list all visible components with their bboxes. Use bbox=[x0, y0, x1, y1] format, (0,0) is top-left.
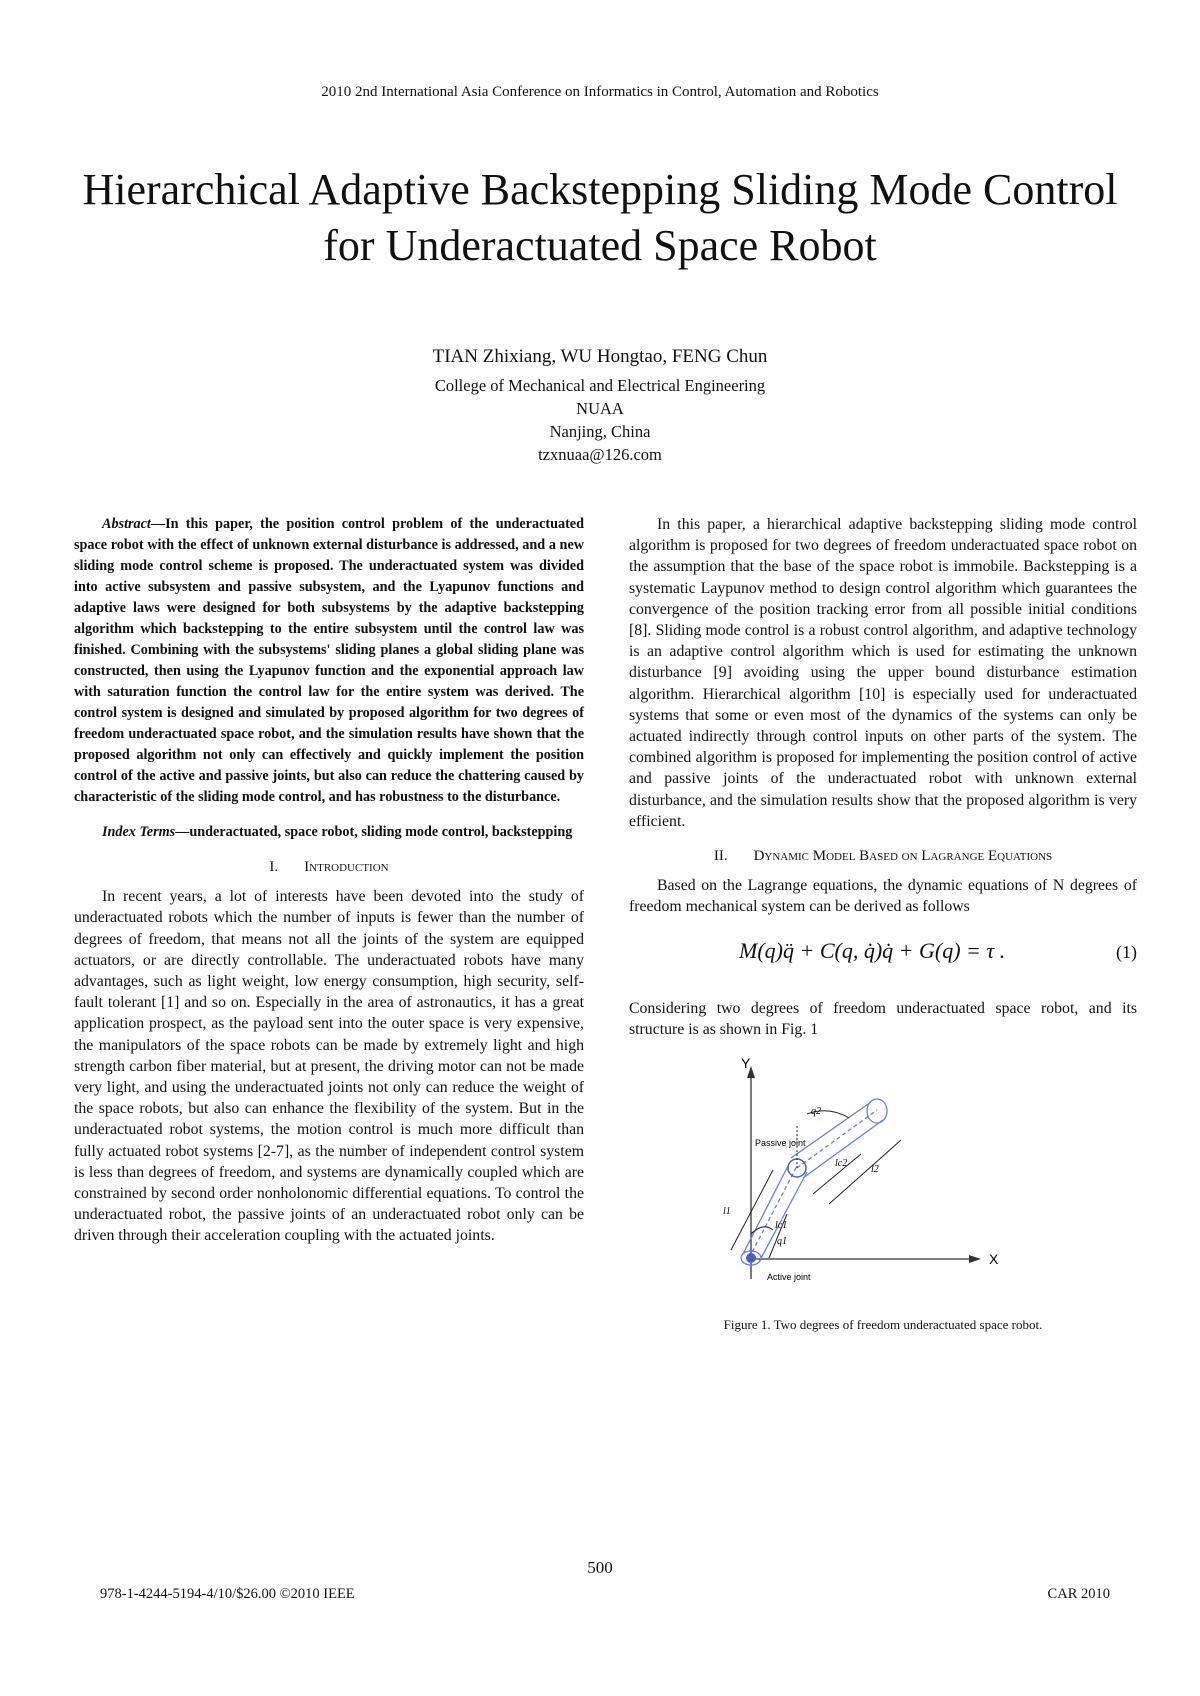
after-equation-paragraph: Considering two degrees of freedom underactuated space robot, and its structure is as shown in Fig. 1 bbox=[629, 999, 1137, 1038]
affiliation-department: College of Mechanical and Electrical Engineering bbox=[434, 376, 766, 395]
robot-diagram bbox=[711, 1054, 1011, 1294]
page-number: 500 bbox=[587, 1558, 613, 1577]
section-title: Dynamic Model Based on Lagrange Equations bbox=[753, 848, 1053, 865]
left-column bbox=[74, 514, 584, 1247]
section-heading-dynamic-model bbox=[629, 846, 1137, 867]
passive-joint-label: Passive joint bbox=[755, 1138, 806, 1149]
abstract bbox=[74, 514, 584, 808]
x-axis-arrow bbox=[969, 1255, 981, 1263]
abstract-lead: Abstract bbox=[102, 516, 151, 532]
l2-label: l2 bbox=[871, 1164, 879, 1176]
section-number: II. bbox=[713, 848, 728, 865]
equation-text: M(q)q̈ + C(q, q̇)q̇ + G(q) = τ . bbox=[739, 937, 1006, 963]
active-joint-label: Active joint bbox=[767, 1272, 811, 1283]
section-number: I. bbox=[269, 859, 279, 875]
equation-1 bbox=[629, 930, 1137, 984]
author-email[interactable]: tzxnuaa@126.com bbox=[538, 445, 662, 464]
figure-1 bbox=[629, 1054, 1137, 1324]
affiliation-university: NUAA bbox=[576, 399, 624, 418]
index-terms-text: —underactuated, space robot, sliding mode control, backstepping bbox=[175, 824, 573, 840]
l1-label: l1 bbox=[723, 1206, 731, 1218]
right-column bbox=[629, 514, 1137, 1335]
dimension-lines bbox=[731, 1111, 901, 1258]
index-terms-lead: Index Terms bbox=[102, 824, 176, 840]
conference-header: 2010 2nd International Asia Conference on Informatics in Control, Automation and Robotics bbox=[321, 84, 879, 100]
affiliation bbox=[0, 374, 1200, 466]
index-terms bbox=[74, 822, 584, 843]
section-heading-introduction bbox=[74, 857, 584, 878]
lc1-label: lc1 bbox=[775, 1220, 788, 1232]
y-axis-label: Y bbox=[741, 1055, 751, 1072]
abstract-text: —In this paper, the position control problem of the underactuated space robot with the effect of unknown external disturbance is addressed, and a new sliding mode control scheme is proposed. The underactuated system was divided into active subsystem and passive subsystem, and the Lyapunov functions and adaptive laws were designed for both subsystems by the adaptive backstepping algorithm which backstepping to the entire subsystem until the control law was finished. Combining with the subsystems' sliding planes a global sliding plane was constructed, then using the Lyapunov function and the exponential approach law with saturation function the control law for the entire system was derived. The control system is designed and simulated by proposed algorithm for two degrees of freedom underactuated space robot, and the simulation results have shown that the proposed algorithm not only can effectively and quickly implement the position control of the active and passive joints, but also can reduce the chattering caused by characteristic of the sliding mode control, and has robustness to the disturbance. bbox=[74, 516, 584, 805]
footer-conference: CAR 2010 bbox=[1047, 1586, 1110, 1602]
section2-paragraph: Based on the Lagrange equations, the dynamic equations of N degrees of freedom mechanical system can be derived as follows bbox=[629, 877, 1137, 916]
lc2-label: lc2 bbox=[835, 1158, 848, 1170]
section-title: Introduction bbox=[304, 859, 389, 875]
paper-title: Hierarchical Adaptive Backstepping Sliding Mode Control for Underactuated Space Robot bbox=[82, 165, 1118, 270]
author-list: TIAN Zhixiang, WU Hongtao, FENG Chun bbox=[432, 346, 768, 367]
active-joint-marker bbox=[746, 1253, 756, 1263]
q2-label: q2 bbox=[811, 1106, 821, 1118]
x-axis-label: X bbox=[989, 1251, 999, 1268]
introduction-paragraph: In recent years, a lot of interests have been devoted into the study of underactuated robots which the number of inputs is fewer than the number of degrees of freedom, that means not all the joints of the system are equipped actuators, or are directly controllable. The underactuated robots have many advantages, such as light weight, low energy consumption, high security, self-fault tolerant [1] and so on. Especially in the area of astronautics, it has a great application prospect, as the payload sent into the outer space is very expensive, the manipulators of the space robots can be made by extremely light and high strength carbon fiber material, but at present, the driving motor can not be made very light, and using the underactuated joints not only can reduce the weight of the space robots, but also can enhance the flexibility of the system. But in the underactuated robot systems, the motion control is much more difficult than fully actuated robot systems [2-7], as the number of independent control system is less than degrees of freedom, and systems are dynamically coupled which are constrained by second order nonholonomic differential equations. To control the underactuated robot, the passive joints of an underactuated robot only can be driven through their acceleration coupling with the actuated joints. bbox=[74, 888, 584, 1245]
equation-number: (1) bbox=[1116, 941, 1137, 962]
affiliation-city: Nanjing, China bbox=[549, 422, 651, 441]
footer-copyright: 978-1-4244-5194-4/10/$26.00 ©2010 IEEE bbox=[100, 1586, 355, 1602]
q1-label: q1 bbox=[777, 1236, 787, 1248]
figure-caption: Figure 1. Two degrees of freedom underactuated space robot. bbox=[723, 1317, 1043, 1333]
right-paragraph-1: In this paper, a hierarchical adaptive backstepping sliding mode control algorithm is proposed for two degrees of freedom underactuated space robot on the assumption that the base of the space robot is immobile. Backstepping is a systematic Laypunov method to design control algorithm which guarantees the convergence of the position tracking error from all possible initial conditions [8]. Sliding mode control is a robust control algorithm, and adaptive technology is an adaptive control algorithm which is used for estimating the unknown disturbance [9] avoiding using the upper bound disturbance estimation algorithm. Hierarchical algorithm [10] is especially used for underactuated systems that some or even most of the dynamics of the systems can only be actuated indirectly through control inputs on other parts of the system. The combined algorithm is proposed for implementing the position control of active and passive joints of the underactuated robot with unknown external disturbance, and the simulation results show that the proposed algorithm is very efficient. bbox=[629, 516, 1137, 830]
